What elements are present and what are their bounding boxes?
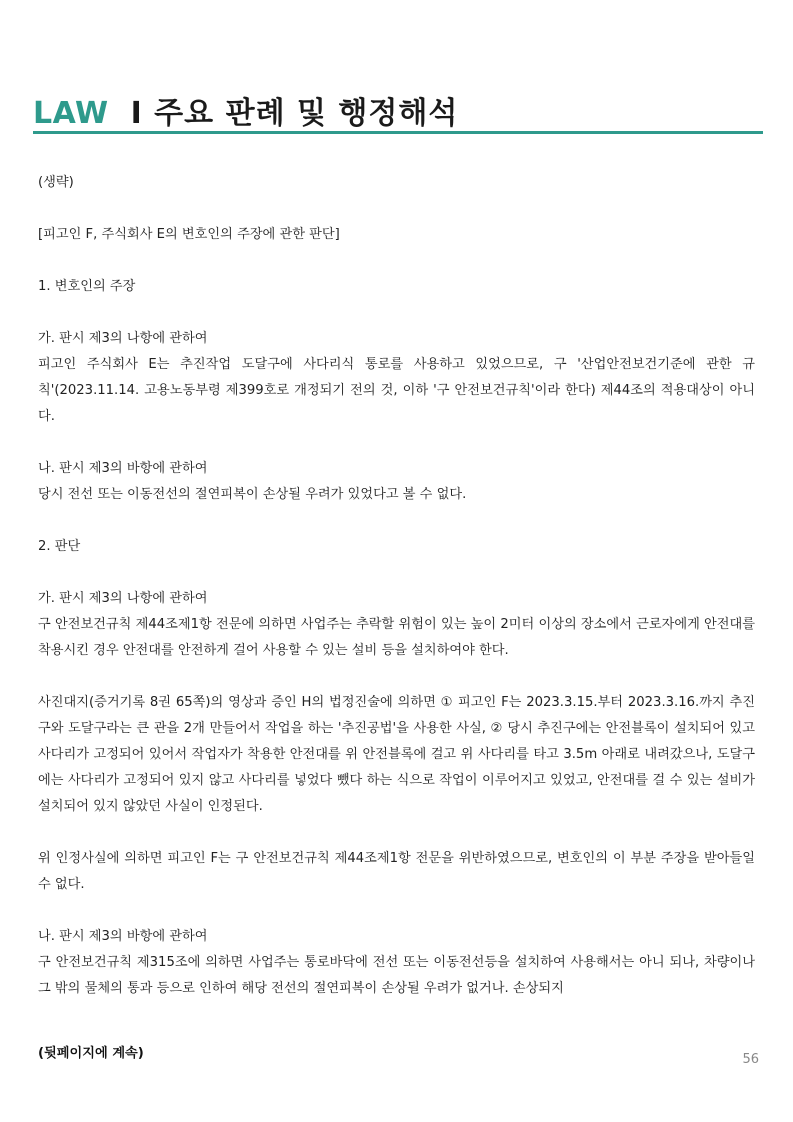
paragraph: 나. 판시 제3의 바항에 관하여	[38, 929, 208, 944]
section-label: LAW	[33, 96, 109, 131]
page-number: 56	[742, 1052, 759, 1067]
paragraph: 위 인정사실에 의하면 피고인 F는 구 안전보건규칙 제44조제1항 전문을 위반하였으므로, 변호인의 이 부분 주장을 받아들일 수 없다.	[38, 851, 755, 892]
paragraph: 2. 판단	[38, 539, 81, 554]
paragraph: 가. 판시 제3의 나항에 관하여	[38, 331, 208, 346]
paragraph: 사진대지(증거기록 8권 65쪽)의 영상과 증인 H의 법정진술에 의하면 ① 피고인 F는 2023.3.15.부터 2023.3.16.까지 추진구와 도달구라는 큰 관을 2개 만들어서 작업을 하는 '추진공법'을 사용한 사실, ② 당시 추진구에는 안전블록이 설치되어 있고 사다리가 고정되어 있어서 작업자가 착용한 안전대를 위 안전블록에 걸고 위 사다리를 타고 3.5m 아래로 내려갔으나, 도달구에는 사다리가 고정되어 있지 않고 사다리를 넣었다 뺐다 하는 식으로 작업이 이루어지고 있었고, 안전대를 걸 수 있는 설비가 설치되어 있지 않았던 사실이 인정된다.	[38, 695, 755, 814]
header-divider	[33, 131, 763, 134]
paragraph: 피고인 주식회사 E는 추진작업 도달구에 사다리식 통로를 사용하고 있었으므로, 구 '산업안전보건기준에 관한 규칙'(2023.11.14. 고용노동부령 제399호로 개정되기 전의 것, 이하 '구 안전보건규칙'이라 한다) 제44조의 적용대상이 아니다.	[38, 357, 755, 424]
document-body	[38, 170, 755, 1002]
header-title-row	[33, 88, 763, 132]
page-header	[33, 88, 763, 132]
paragraph: [피고인 F, 주식회사 E의 변호인의 주장에 관한 판단]	[38, 227, 340, 242]
paragraph: 구 안전보건규칙 제44조제1항 전문에 의하면 사업주는 추락할 위험이 있는 높이 2미터 이상의 장소에서 근로자에게 안전대를 착용시킨 경우 안전대를 안전하게 걸어 사용할 수 있는 설비 등을 설치하여야 한다.	[38, 617, 755, 658]
continuation-note: (뒷페이지에 계속)	[38, 1046, 144, 1061]
paragraph: 1. 변호인의 주장	[38, 279, 136, 294]
paragraph: (생략)	[38, 175, 74, 190]
paragraph: 구 안전보건규칙 제315조에 의하면 사업주는 통로바닥에 전선 또는 이동전선등을 설치하여 사용해서는 아니 되나, 차량이나 그 밖의 물체의 통과 등으로 인하여 해당 전선의 절연피복이 손상될 우려가 없거나. 손상되지	[38, 955, 755, 996]
paragraph: 나. 판시 제3의 바항에 관하여	[38, 461, 208, 476]
paragraph: 당시 전선 또는 이동전선의 절연피복이 손상될 우려가 있었다고 볼 수 없다.	[38, 487, 467, 502]
paragraph: 가. 판시 제3의 나항에 관하여	[38, 591, 208, 606]
page-title: I 주요 판례 및 행정해석	[130, 96, 459, 131]
